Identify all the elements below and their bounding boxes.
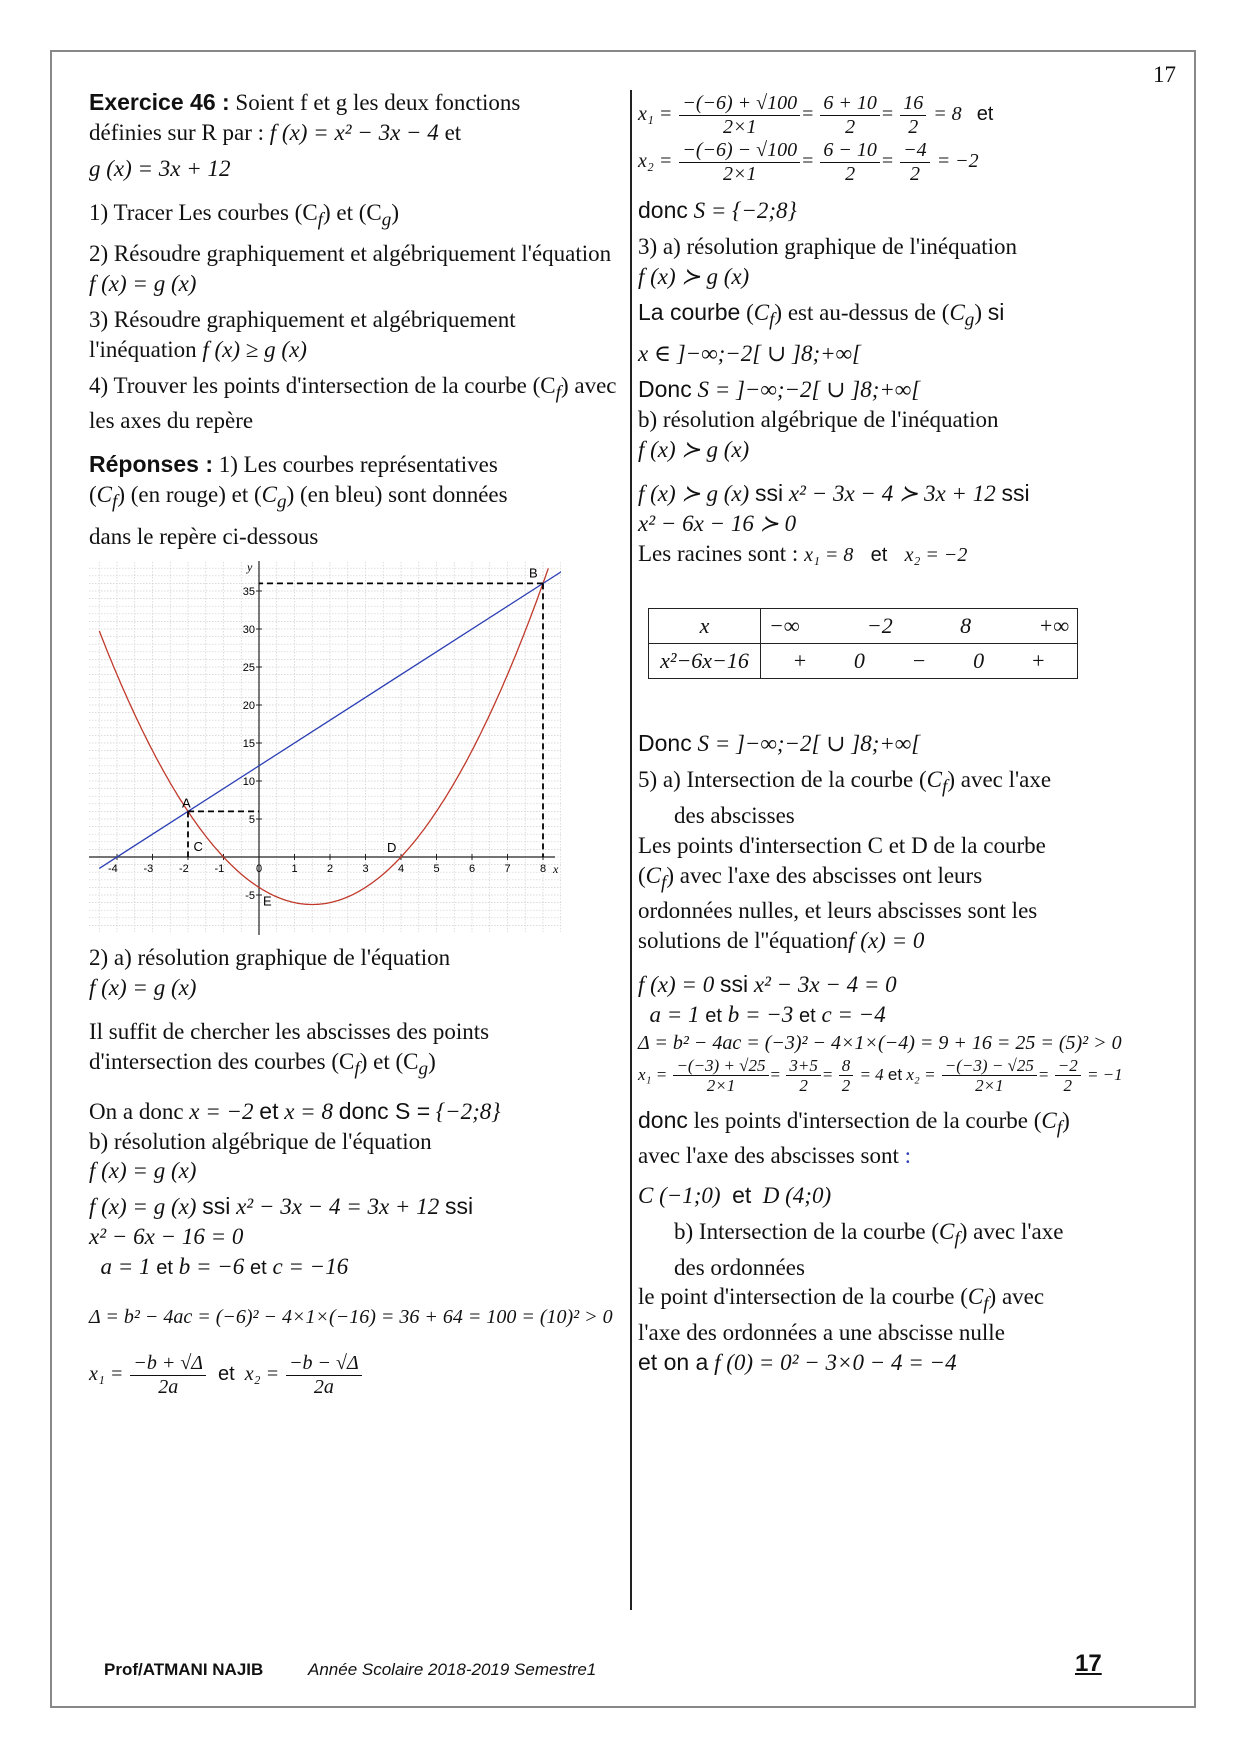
x1-num: −(−6) + √100 — [679, 92, 800, 116]
x1-den: 2×1 — [706, 1076, 736, 1096]
C-letter: C — [949, 299, 965, 325]
C-letter: C — [261, 482, 278, 508]
x2-den: 2×1 — [722, 163, 757, 185]
y-tick-label: -5 — [245, 890, 255, 903]
and-word: et — [218, 1363, 235, 1386]
sub-g: g — [964, 309, 975, 331]
answer-5a-t1: Les points d'intersection C et D de la courbe — [638, 832, 1046, 858]
x1-den2: 2 — [799, 1076, 808, 1096]
series-cf-curve — [99, 569, 548, 905]
answer-3b-l1a: f (x) ≻ g (x) — [638, 480, 750, 506]
sign-table-values — [761, 609, 1078, 644]
question-1-b: ) et (C — [323, 199, 382, 225]
sub-g: g — [418, 1058, 429, 1080]
paren-close: ) — [774, 299, 783, 325]
and-word: et — [705, 1004, 722, 1027]
sign-plus-1: + — [792, 648, 808, 674]
paren-close: ) — [959, 1219, 968, 1245]
sign-table-header-row — [649, 609, 1078, 644]
C-letter: C — [645, 862, 662, 888]
sign-table — [648, 608, 1078, 679]
C-letter: C — [96, 482, 113, 508]
and-word: et — [250, 1257, 267, 1280]
footer-year: Année Scolaire 2018-2019 Semestre1 — [308, 1660, 597, 1679]
x2-denominator: 2a — [313, 1375, 334, 1398]
donc-word: donc — [638, 1106, 688, 1133]
answer-5b-2: avec l'axe — [973, 1219, 1064, 1245]
answer-5b-t3b: f (0) = 0² − 3×0 − 4 = −4 — [714, 1349, 957, 1375]
answer-5b-t1: le point d'intersection de la courbe — [638, 1284, 955, 1310]
x-tick-label: 4 — [398, 863, 405, 876]
answer-2a-eq: f (x) = g (x) — [89, 975, 197, 1001]
x1-result: = 4 — [859, 1064, 884, 1084]
donc-word: Donc — [638, 730, 692, 757]
x-tick-label: 8 — [540, 863, 547, 876]
answer-5b-1: b) Intersection de la courbe — [674, 1219, 926, 1245]
x1-den: 2×1 — [722, 116, 757, 138]
x2-label: x₂ = — [244, 1363, 280, 1386]
and-word: et — [870, 543, 888, 566]
sign-minus-inf: −∞ — [769, 613, 800, 639]
x2-num: −(−6) − √100 — [679, 139, 800, 163]
answer-5a-l1b: x² − 3x − 4 = 0 — [753, 971, 897, 997]
x1-num3: 8 — [839, 1056, 854, 1077]
x-tick-label: 1 — [291, 863, 298, 876]
sign-zero-1: 0 — [853, 648, 865, 674]
answer-5a-1: 5) a) Intersection de la courbe — [638, 767, 914, 793]
x2-numerator: −b − √Δ — [286, 1352, 362, 1376]
answer-2a-t2: d'intersection des courbes (C — [89, 1049, 355, 1075]
x-tick-label: 5 — [433, 863, 440, 876]
left-column: Exercice 46 : Soient f et g les deux fonctions définies sur R par : f (x) = x² − 3x − 4 et g (x) = 3x + 12 1) Tracer Les courbes $(C_f)$ et $(C_g)$ 2) Résoudre graphiquement et algébriquement l'équation f (x) = g (x) 3) Résoudre graphiquement et algébriquement l'inéquation f (x) ≥ g (x) 4) Trouver les points d'intersection de la courbe $(C_f)$ avec les axes du repère Réponses : 1) Les courbes représentatives $(C_f)$ (en rouge) et $(C_g)$ (en bleu) sont données dans le repère ci-dessous x y -4 -3 -2 -1 0 1 2 3 4 5 6 7 8 -5 5 10 15 20 25 30 35 A B C D E 2) a) résolution graphique de l'équation f (x) = g (x) Il suffit de chercher les abscisses des points d'intersection des courbes $(C_f)$ et $(C_g)$ On a donc x = −2 et x = 8 donc S = {−2;8} b) résolution algébrique de l'équation f (x) = g (x) f (x) = g (x) ssi x² − 3x − 4 = 3x + 12 ssi x² − 6x − 16 = 0 a = 1 et b = −6 et c = −16 Δ = b² − 4ac = (−6)² − 4×1×(−16) = 36 + 64 = 100 = (10)² > 0 x₁ = $\frac{-b + √\Delta}{2a}$ et x₂ = $\frac{-b - √\Delta}{2a}$ — [89, 89, 617, 1398]
x1-num3: 16 — [900, 92, 926, 116]
sub-f: f — [769, 309, 775, 331]
answer-1-c: ) (en bleu) sont données — [286, 482, 508, 508]
answer-3a-t3: si — [987, 298, 1005, 325]
answer-2a-done: On a donc — [89, 1098, 184, 1124]
and-word: et — [444, 119, 462, 145]
x2-den2: 2 — [845, 163, 856, 185]
x2-num2: 6 − 10 — [820, 139, 880, 163]
x-tick-label: -4 — [108, 863, 118, 876]
answer-3b-l2: x² − 6x − 16 ≻ 0 — [638, 510, 797, 536]
paren-close: ) — [1062, 1107, 1070, 1133]
and-word: et — [887, 1064, 903, 1084]
sign-table-sign-row — [649, 644, 1078, 679]
donc-word: donc — [638, 197, 688, 223]
ssi-word: ssi — [202, 1193, 231, 1220]
answer-1-d: dans le repère ci-dessous — [89, 523, 319, 549]
sub-f: f — [942, 776, 948, 798]
answer-2b-eq: f (x) = g (x) — [89, 1158, 197, 1184]
answer-3a-t2: est au-dessus de — [787, 299, 937, 325]
x-tick-label: 0 — [256, 863, 263, 876]
y-axis-label: y — [247, 560, 253, 575]
ssi-word: ssi — [719, 970, 749, 997]
x-tick-label: 2 — [327, 863, 334, 876]
answer-3a-eq: f (x) ≻ g (x) — [638, 263, 750, 289]
x-tick-label: 3 — [362, 863, 369, 876]
and-word: et — [732, 1182, 752, 1209]
sign-table-signs — [761, 644, 1078, 679]
paren-close: ) — [947, 767, 955, 793]
and-word: et — [799, 1004, 816, 1027]
answer-2b: b) résolution algébrique de l'équation — [89, 1128, 432, 1154]
answer-5b-t3: et on a — [638, 1348, 709, 1375]
answer-2a-t3: ) et (C — [359, 1049, 419, 1075]
x1-label: x₁ = — [89, 1363, 124, 1386]
point-label-e: E — [263, 893, 272, 909]
answer-2a-donc: donc S = — [338, 1097, 431, 1124]
answer-3a: 3) a) résolution graphique de l'inéquation — [638, 233, 1018, 259]
coef-c: c = −4 — [821, 1001, 886, 1027]
x-tick-label: -3 — [143, 863, 154, 876]
sign-root-minus2: −2 — [866, 613, 893, 639]
x2-result: = −2 — [936, 150, 979, 173]
answer-5a-l1a: f (x) = 0 — [638, 971, 715, 997]
x2-den3: 2 — [909, 163, 920, 185]
answer-3a-t1: La courbe — [638, 298, 741, 325]
coef-b: b = −6 — [178, 1254, 245, 1280]
x-tick-label: -1 — [214, 863, 225, 876]
answer-5a-3: des abscisses — [674, 802, 795, 828]
x-tick-label: 7 — [504, 863, 511, 876]
sub-g: g — [381, 209, 392, 231]
x1-label: x₁ = — [638, 103, 673, 126]
sign-table-expr: x²−6x−16 — [649, 644, 761, 679]
y-tick-label: 15 — [242, 738, 255, 751]
exercise-title: Exercice 46 : — [89, 89, 230, 115]
conclusion-2: avec l'axe des abscisses sont — [638, 1143, 899, 1169]
answer-5a-2: avec l'axe — [960, 767, 1052, 793]
x-tick-label: 6 — [469, 863, 476, 876]
x1-num2: 6 + 10 — [820, 92, 880, 116]
root-1: x₁ = 8 — [804, 543, 854, 566]
sub-f: f — [354, 1058, 360, 1080]
question-3-eq: f (x) ≥ g (x) — [202, 336, 307, 362]
sub-f: f — [954, 1228, 960, 1250]
answer-2a-x1: x = −2 — [189, 1098, 254, 1124]
coef-b: b = −3 — [727, 1001, 794, 1027]
root-2: x₂ = −2 — [904, 543, 968, 566]
ssi-word: ssi — [754, 479, 784, 506]
answers-title: Réponses : — [89, 451, 213, 478]
y-tick-label: 20 — [242, 700, 255, 713]
sub-f: f — [317, 209, 323, 231]
x1-num2: 3+5 — [786, 1056, 820, 1077]
sub-f: f — [112, 491, 118, 513]
x2-den2: 2 — [1063, 1076, 1072, 1096]
question-2-eq: f (x) = g (x) — [89, 271, 197, 297]
ssi-word: ssi — [1001, 479, 1030, 506]
sign-plus-inf: +∞ — [1038, 613, 1069, 639]
roots-label: Les racines sont : — [638, 540, 799, 566]
exercise-intro-2: définies sur R par : — [89, 119, 265, 145]
x1-label: x₁ = — [638, 1064, 668, 1084]
x2-num: −(−3) − √25 — [942, 1056, 1037, 1077]
sub-g: g — [277, 491, 287, 513]
series-cg-line — [99, 561, 561, 869]
footer-page-number: 17 — [1075, 1650, 1102, 1677]
answer-3b-eq: f (x) ≻ g (x) — [638, 436, 750, 462]
delta-line-2: Δ = b² − 4ac = (−3)² − 4×1×(−4) = 9 + 16 = 25 = (5)² > 0 — [638, 1031, 1122, 1054]
and-word: et — [976, 103, 994, 126]
answer-3b: b) résolution algébrique de l'inéquation — [638, 406, 999, 432]
question-2: 2) Résoudre graphiquement et algébriquement l'équation — [89, 241, 612, 267]
x1-denominator: 2a — [158, 1375, 179, 1398]
answer-2a-t4: ) — [428, 1049, 436, 1075]
x1-den3: 2 — [908, 116, 919, 138]
page-number: 17 — [1153, 62, 1176, 87]
right-column: x₁ = $\frac{-(-6) + √100}{2\times 1}$ = $\frac{6 + 10}{2}$ = $\frac{16}{2}$ = 8 et x₂ = $\frac{-(-6) - √100}{2\times 1}$ = $\frac{6 - 10}{2}$ = $\frac{-4}{2}$ = −2 donc S = {−2;8} 3) a) résolution graphique de l'inéquation f (x) ≻ g (x) La courbe $(C_f)$ est au-dessus de $(C_g)$ si x ∈ ]−∞;−2[ ∪ ]8;+∞[ Donc S = ]−∞;−2[ ∪ ]8;+∞[ b) résolution algébrique de l'inéquation f (x) ≻ g (x) f (x) ≻ g (x) ssi x² − 3x − 4 ≻ 3x + 12 ssi x² − 6x − 16 ≻ 0 Les racines sont : x₁ = 8 et x₂ = −2 x −∞ −2 8 +∞ x²−6x−16 + 0 − 0 + Donc S = ]−∞;−2[ ∪ ]8;+∞[ 5) a) Intersection de la courbe $(C_f)$ avec l'axe des abscisses Les points d'intersection C et D de la courbe $(C_f)$ avec l'axe des abscisses ont leurs ordonnées nulles, et leurs abscisses sont les solutions de l''équationf (x) = 0 f (x) = 0 ssi x² − 3x − 4 = 0 a = 1 et b = −3 et c = −4 Δ = b² − 4ac = (−3)² − 4×1×(−4) = 9 + 16 = 25 = (5)² > 0 x₁ = $\frac{-(-3) + √25}{2\times 1}$ = $\frac{3+5}{2}$ = $\frac{8}{2}$ = 4 et x₂ = $\frac{-(-3) - √25}{2\times 1}$ = $\frac{-2}{2}$ = −1 donc les points d'intersection de la courbe $(C_f)$ avec l'axe des abscisses sont : C (−1;0) et D (4;0) b) Intersection de la courbe $(C_f)$ avec l'axe des ordonnées le point d'intersection de la courbe $(C_f)$ avec l'axe des ordonnées a une abscisse nulle et on a f (0) = 0² − 3×0 − 4 = −4 — [638, 92, 1123, 1375]
solution-set-3: S = ]−∞;−2[ ∪ ]8;+∞[ — [697, 731, 921, 757]
solution-set-1: S = {−2;8} — [693, 198, 797, 223]
x2-label: x₂ = — [906, 1064, 936, 1084]
y-tick-label: 30 — [242, 624, 255, 637]
conclusion-colon: : — [904, 1143, 912, 1169]
point-C: C (−1;0) — [638, 1183, 721, 1209]
coef-a: a = 1 — [649, 1001, 700, 1027]
column-divider — [630, 90, 632, 1610]
point-D: D (4;0) — [762, 1183, 832, 1209]
answer-1: 1) Les courbes représentatives — [218, 452, 498, 478]
x1-result: = 8 — [933, 103, 962, 126]
answer-2a-x2: x = 8 — [284, 1098, 333, 1124]
coef-c: c = −16 — [272, 1254, 349, 1280]
answer-5a-t4: solutions de l''équation — [638, 928, 849, 954]
y-tick-label: 35 — [242, 586, 255, 599]
f-definition: f (x) = x² − 3x − 4 — [269, 119, 439, 145]
answer-5a-t2: avec l'axe des abscisses ont leurs — [679, 862, 983, 888]
sign-plus-2: + — [1030, 648, 1046, 674]
C-letter: C — [1041, 1107, 1057, 1133]
sign-root-8: 8 — [960, 613, 972, 639]
y-tick-label: 25 — [242, 662, 255, 675]
x2-den: 2×1 — [975, 1076, 1004, 1096]
answer-5a-t3: ordonnées nulles, et leurs abscisses sont les — [638, 898, 1038, 924]
x2-label: x₂ = — [638, 150, 673, 173]
conclusion-1: les points d'intersection de la courbe — [693, 1107, 1028, 1133]
sign-table-x: x — [649, 609, 761, 644]
question-1-c: ) — [391, 199, 400, 225]
point-label-d: D — [387, 840, 397, 856]
sub-f: f — [661, 872, 667, 894]
sign-minus: − — [911, 648, 927, 674]
x-tick-label: -2 — [179, 863, 189, 876]
ssi-word: ssi — [444, 1193, 474, 1220]
x2-num2: −2 — [1055, 1056, 1081, 1077]
answer-5a-t4b: f (x) = 0 — [848, 928, 925, 954]
sub-f: f — [1056, 1117, 1063, 1139]
answer-2a: 2) a) résolution graphique de l'équation — [89, 945, 451, 971]
function-chart — [89, 557, 561, 937]
answer-2b-l2: x² − 6x − 16 = 0 — [89, 1224, 244, 1250]
x1-numerator: −b + √Δ — [130, 1352, 206, 1376]
question-4-b: (C — [532, 372, 556, 398]
answer-2a-S: {−2;8} — [435, 1098, 501, 1124]
footer-author: Prof/ATMANI NAJIB — [104, 1660, 264, 1679]
x2-result: = −1 — [1086, 1064, 1123, 1084]
x2-num3: −4 — [900, 139, 930, 163]
answer-1-b: ) (en rouge) et — [117, 482, 249, 508]
paren-close: ) — [666, 862, 675, 888]
answer-5b-t1b: avec — [1001, 1284, 1045, 1310]
y-tick-label: 5 — [248, 814, 255, 827]
answer-2b-l1a: f (x) = g (x) — [89, 1194, 197, 1220]
answer-3a-interval: x ∈ ]−∞;−2[ ∪ ]8;+∞[ — [638, 341, 861, 367]
C-letter: C — [926, 767, 942, 793]
answer-5b-t2: l'axe des ordonnées a une abscisse nulle — [638, 1320, 1005, 1345]
answer-2a-t1: Il suffit de chercher les abscisses des points — [89, 1019, 490, 1045]
donc-word: Donc — [638, 376, 692, 403]
point-label-a: A — [182, 795, 191, 811]
delta-line: Δ = b² − 4ac = (−6)² − 4×1×(−16) = 36 + 64 = 100 = (10)² > 0 — [89, 1305, 613, 1328]
g-definition: g (x) = 3x + 12 — [89, 155, 231, 181]
and-word: et — [259, 1097, 279, 1124]
sub-f: f — [983, 1294, 989, 1316]
C-letter: C — [753, 299, 770, 325]
C-letter: C — [967, 1284, 984, 1310]
exercise-intro-1: Soient f et g les deux fonctions — [235, 90, 521, 115]
coef-a: a = 1 — [100, 1254, 151, 1280]
sign-zero-2: 0 — [973, 648, 985, 674]
x-axis-label: x — [553, 862, 559, 877]
question-4-c: ) avec les axes du repère — [89, 372, 617, 434]
question-4: 4) Trouver les points d'intersection de la courbe — [89, 372, 527, 398]
paren-close: ) — [988, 1284, 997, 1310]
answer-5b-3: des ordonnées — [674, 1254, 805, 1280]
C-letter: C — [939, 1219, 955, 1245]
question-3: 3) Résoudre graphiquement et algébriquement l'inéquation — [89, 306, 516, 362]
and-word: et — [156, 1257, 173, 1280]
x1-num: −(−3) + √25 — [673, 1056, 768, 1077]
y-tick-label: 10 — [242, 776, 255, 789]
answer-2b-l1b: x² − 3x − 4 = 3x + 12 — [236, 1194, 440, 1220]
point-label-b: B — [529, 565, 538, 581]
question-1: 1) Tracer Les courbes (C — [89, 199, 318, 225]
solution-set-2: S = ]−∞;−2[ ∪ ]8;+∞[ — [697, 377, 921, 403]
point-label-c: C — [193, 839, 203, 855]
answer-3b-l1b: x² − 3x − 4 ≻ 3x + 12 — [788, 480, 996, 506]
x1-den2: 2 — [845, 116, 856, 138]
x1-den3: 2 — [841, 1076, 851, 1096]
sub-f: f — [555, 382, 561, 404]
paren-close: ) — [974, 299, 983, 325]
